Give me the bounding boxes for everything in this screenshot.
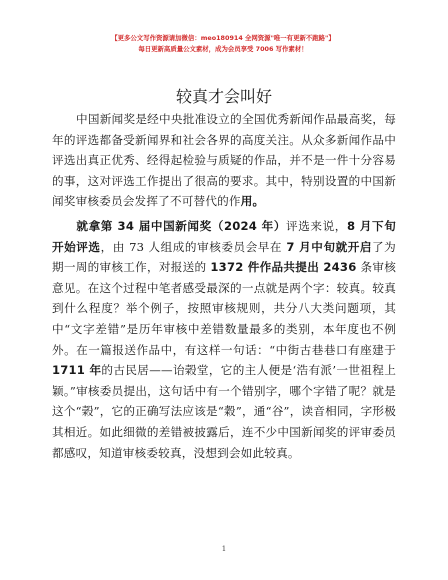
document-body <box>52 109 396 463</box>
highlighted-text-run: 1372 件作品共提出 2436 <box>210 260 357 275</box>
page-number: 1 <box>221 545 227 553</box>
highlighted-text-run: 7 月中旬就开启 <box>286 239 373 254</box>
promo-banner-line1: 【更多公文写作资源请加微信：meo180914 全网资源"唯一有更新不跑路"】 <box>111 34 335 42</box>
highlighted-text-run: 就拿第 34 届中国新闻奖（2024 年） <box>76 218 287 233</box>
text-run: 的古民居——诒榖堂，它的主人便是‘浩有派’一世祖程上颖。”审核委员提出，这句话中有一个错别字，哪个字错了呢？就是这个“榖”，它的正确写法应该是“穀”，通“谷”，读音相同，字形极其相近。如此细微的差错被披露后，连不少中国新闻奖的评审委员都感叹，知道审核委较真，没想到会如此较真。 <box>52 363 396 460</box>
paragraph-1 <box>52 109 396 212</box>
promo-banner <box>92 33 354 55</box>
promo-banner-line2: 每日更新高质量公文素材，成为会员享受 7006 写作素材！ <box>138 45 308 53</box>
highlighted-text-run: 1711 年 <box>52 363 102 378</box>
highlighted-text-run: 用。 <box>240 194 265 209</box>
document-title: 较真才会叫好 <box>175 87 272 106</box>
text-run: 中国新闻奖是经中央批准设立的全国优秀新闻作品最高奖，每年的评选都备受新闻界和社会各界的高度关注。从众多新闻作品中评选出真正优秀、经得起检验与质疑的作品，并不是一件十分容易的事，这对评选工作提出了很高的要求。其中，特别设置的中国新闻奖审核委员会发挥了不可替代的作 <box>52 112 396 209</box>
text-run: 了为期一周的审核工作，对报送的 <box>52 239 396 275</box>
text-run: 评选来说， <box>286 218 347 233</box>
highlighted-text-run: 8 月下旬开始评选 <box>52 218 396 254</box>
paragraph-2 <box>52 216 396 463</box>
text-run: ，由 73 人组成的审核委员会早在 <box>100 239 287 254</box>
text-run: 条审核意见。在这个过程中笔者感受最深的一点就是两个字：较真。较真到什么程度？举个例子，按照审核规则，共分八大类问题项，其中“文字差错”是历年审核中差错数量最多的类别，本年度也不例外。在一篇报送作品中，有这样一句话：“中街古巷巷口有座建于 <box>52 260 396 357</box>
